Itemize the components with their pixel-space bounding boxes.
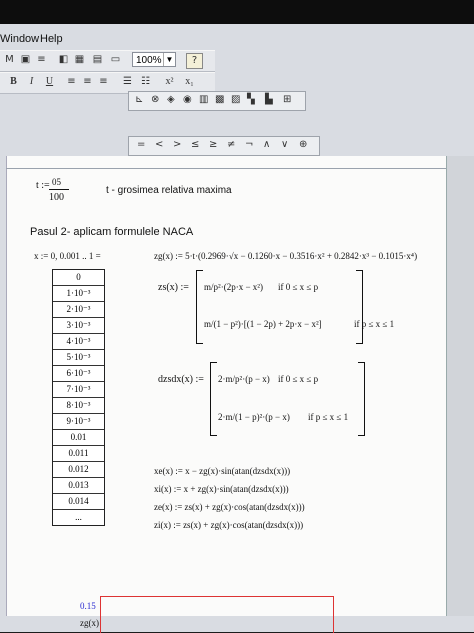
calculate-icon[interactable]: ▤ xyxy=(92,54,103,65)
help-icon[interactable]: ? xyxy=(186,53,203,69)
dz-row2-expr: 2·m/(1 − p)²·(p − x) xyxy=(218,412,290,422)
step-2-heading: Pasul 2- aplicam formulele NACA xyxy=(30,226,194,238)
t-def-num: 05 xyxy=(52,177,61,187)
xy-plot-icon[interactable]: ⊾ xyxy=(135,94,144,105)
underline-button[interactable]: U xyxy=(45,76,54,87)
table-cell: 0.011 xyxy=(53,446,104,462)
zoom-value: 100% xyxy=(136,55,162,66)
zs-row2-cond: if p ≤ x ≤ 1 xyxy=(354,319,395,329)
align-left-icon[interactable]: ≡ xyxy=(67,76,76,87)
surface-plot-icon[interactable]: ◈ xyxy=(167,94,175,105)
menu-bar xyxy=(0,30,474,48)
bool-equal[interactable]: = xyxy=(137,139,146,150)
table-cell: 0.013 xyxy=(53,478,104,494)
x-range-def: x := 0, 0.001 .. 1 = xyxy=(34,251,101,261)
3d-bar-icon[interactable]: ▥ xyxy=(199,94,209,105)
region-separator xyxy=(6,168,446,169)
contour-plot-icon[interactable]: ◉ xyxy=(183,94,192,105)
left-bracket xyxy=(196,270,203,344)
align-icon[interactable]: ≡ xyxy=(37,54,46,65)
xe-definition: xe(x) := x − zg(x)·sin(atan(dzsdx(x))) xyxy=(154,466,291,476)
zs-lhs: zs(x) := xyxy=(158,282,189,293)
numbering-icon[interactable]: ☷ xyxy=(141,76,150,87)
graph-palette xyxy=(128,91,306,111)
xy-plot[interactable] xyxy=(100,596,334,633)
plot-y-tick: 0.15 xyxy=(80,601,96,611)
fraction-bar xyxy=(49,189,69,190)
bar-chart-icon[interactable]: ▙ xyxy=(265,94,273,105)
bool-not[interactable]: ¬ xyxy=(245,139,254,150)
dz-row1-expr: 2·m/p²·(p − x) xyxy=(218,374,270,384)
menu-help[interactable]: Help xyxy=(40,33,63,45)
t-def-den: 100 xyxy=(49,192,64,203)
dz-row2-cond: if p ≤ x ≤ 1 xyxy=(308,412,349,422)
left-bracket xyxy=(210,362,217,436)
table-cell: 0 xyxy=(53,270,104,286)
zs-row1-cond: if 0 ≤ x ≤ p xyxy=(278,282,319,292)
table-cell: 1·10⁻³ xyxy=(53,286,104,302)
table-cell: 0.014 xyxy=(53,494,104,510)
insert-graph-icon[interactable]: ◧ xyxy=(58,54,69,65)
menu-window[interactable]: Window xyxy=(0,33,40,45)
table-cell: 8·10⁻³ xyxy=(53,398,104,414)
zoom-select[interactable] xyxy=(132,52,176,67)
ze-definition: ze(x) := zs(x) + zg(x)·cos(atan(dzsdx(x))) xyxy=(154,502,305,512)
table-cell: 0.012 xyxy=(53,462,104,478)
standard-toolbar xyxy=(0,50,215,72)
align-center-icon[interactable]: ≡ xyxy=(83,76,92,87)
zi-definition: zi(x) := zs(x) + zg(x)·cos(atan(dzsdx(x))) xyxy=(154,520,304,530)
table-cell: 2·10⁻³ xyxy=(53,302,104,318)
resource-icon[interactable]: ▭ xyxy=(110,54,121,65)
bold-button[interactable]: B xyxy=(10,76,17,87)
chevron-down-icon[interactable]: ▼ xyxy=(163,53,175,66)
bullets-icon[interactable]: ☰ xyxy=(123,76,132,87)
boolean-palette xyxy=(128,136,320,156)
plot-y-label: zg(x) xyxy=(80,618,99,628)
table-cell: 9·10⁻³ xyxy=(53,414,104,430)
xi-definition: xi(x) := x + zg(x)·sin(atan(dzsdx(x))) xyxy=(154,484,289,494)
table-cell: 7·10⁻³ xyxy=(53,382,104,398)
table-cell: 6·10⁻³ xyxy=(53,366,104,382)
superscript-button[interactable]: x² xyxy=(165,76,174,87)
bool-xor[interactable]: ⊕ xyxy=(299,139,308,150)
dz-lhs: dzsdx(x) := xyxy=(158,374,204,385)
zs-row2-expr: m/(1 − p²)·[(1 − 2p) + 2p·x − x²] xyxy=(204,319,322,329)
monitor-bezel xyxy=(0,0,474,24)
table-cell: 5·10⁻³ xyxy=(53,350,104,366)
bool-or[interactable]: ∨ xyxy=(281,139,289,150)
right-bracket xyxy=(358,362,365,436)
bool-geq[interactable]: ≥ xyxy=(209,139,218,150)
align-right-icon[interactable]: ≡ xyxy=(99,76,108,87)
bool-leq[interactable]: ≤ xyxy=(191,139,200,150)
x-values-table[interactable] xyxy=(52,269,105,526)
table-cell: ... xyxy=(53,510,104,525)
plot-wizard-icon[interactable]: ▚ xyxy=(247,94,255,105)
zg-definition: zg(x) := 5·t·(0.2969·√x − 0.1260·x − 0.3516·x² + 0.2842·x³ − 0.1015·x⁴) xyxy=(154,251,418,261)
vector-field-icon[interactable]: ▨ xyxy=(231,94,241,105)
italic-button[interactable]: I xyxy=(29,76,34,87)
polar-plot-icon[interactable]: ⊗ xyxy=(151,94,160,105)
table-cell: 3·10⁻³ xyxy=(53,318,104,334)
format-plot-icon[interactable]: ⊞ xyxy=(283,94,292,105)
dz-row1-cond: if 0 ≤ x ≤ p xyxy=(278,374,319,384)
t-def-lhs: t := xyxy=(36,180,50,191)
bool-greater[interactable]: > xyxy=(173,139,182,150)
right-bracket xyxy=(356,270,363,344)
bool-less[interactable]: < xyxy=(155,139,164,150)
subscript-button[interactable]: x₁ xyxy=(185,76,194,87)
right-scroll-area[interactable] xyxy=(446,156,474,616)
replace-icon[interactable]: ▣ xyxy=(20,54,31,65)
find-icon[interactable]: M xyxy=(5,54,14,65)
table-cell: 4·10⁻³ xyxy=(53,334,104,350)
t-description: t - grosimea relativa maxima xyxy=(106,185,232,196)
table-cell: 0.01 xyxy=(53,430,104,446)
zs-row1-expr: m/p²·(2p·x − x²) xyxy=(204,282,263,292)
insert-matrix-icon[interactable]: ▦ xyxy=(74,54,85,65)
3d-scatter-icon[interactable]: ▩ xyxy=(215,94,225,105)
bool-and[interactable]: ∧ xyxy=(263,139,271,150)
bool-neq[interactable]: ≠ xyxy=(227,139,236,150)
